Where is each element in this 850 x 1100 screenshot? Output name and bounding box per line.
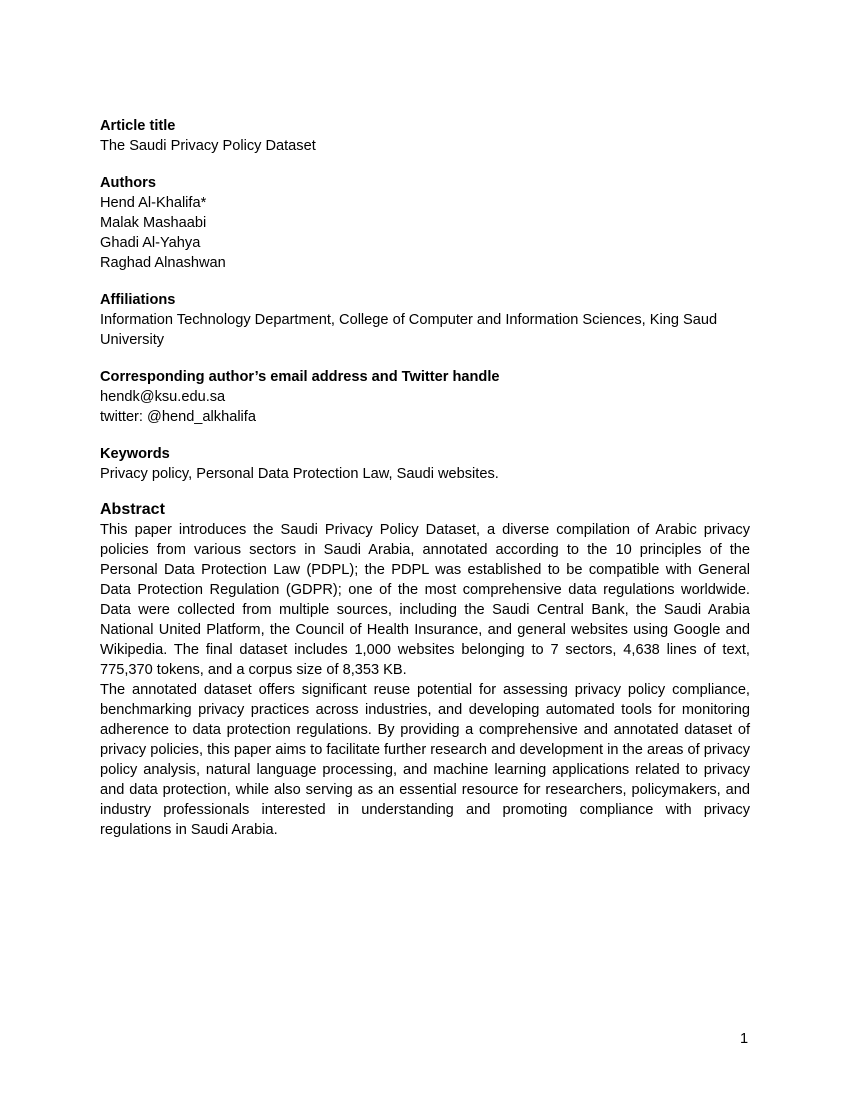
keywords-section [100,444,750,484]
abstract-paragraph: The annotated dataset offers significant reuse potential for assessing privacy policy compliance, benchmarking privacy practices across industries, and developing automated tools for monitoring adherence to data protection regulations. By providing a comprehensive and annotated dataset of privacy policies, this paper aims to facilitate further research and development in the areas of privacy policy analysis, natural language processing, and machine learning applications related to privacy and data protection, while also serving as an essential resource for researchers, policymakers, and industry professionals interested in understanding and promoting compliance with privacy regulations in Saudi Arabia. [100,682,750,838]
abstract-section [100,500,750,840]
affiliations-label: Affiliations [100,292,176,308]
affiliations-section [100,290,750,350]
keywords-text: Privacy policy, Personal Data Protection Law, Saudi websites. [100,466,499,482]
author-name: Ghadi Al-Yahya [100,235,201,251]
article-title-section [100,116,750,156]
authors-label: Authors [100,175,156,191]
abstract-paragraph: This paper introduces the Saudi Privacy Policy Dataset, a diverse compilation of Arabic privacy policies from various sectors in Saudi Arabia, annotated according to the 10 principles of the Personal Data Protection Law (PDPL); the PDPL was established to be compatible with General Data Protection Regulation (GDPR); one of the most comprehensive data regulations worldwide. Data were collected from multiple sources, including the Saudi Central Bank, the Saudi Arabia National United Platform, the Council of Health Insurance, and general websites using Google and Wikipedia. The final dataset includes 1,000 websites belonging to 7 sectors, 4,638 lines of text, 775,370 tokens, and a corpus size of 8,353 KB. [100,522,750,678]
author-name: Hend Al-Khalifa* [100,195,207,211]
author-name: Raghad Alnashwan [100,255,226,271]
page-number: 1 [740,1031,749,1047]
corresponding-email: hendk@ksu.edu.sa [100,389,226,405]
corresponding-twitter: twitter: @hend_alkhalifa [100,409,256,425]
authors-section [100,173,750,273]
article-title-label: Article title [100,118,176,134]
keywords-label: Keywords [100,446,170,462]
corresponding-label: Corresponding author’s email address and Twitter handle [100,369,500,385]
affiliations-text: Information Technology Department, College of Computer and Information Sciences, King Saud University [100,312,718,348]
article-title: The Saudi Privacy Policy Dataset [100,138,316,154]
corresponding-section [100,367,750,427]
paper-page [100,116,750,840]
abstract-label: Abstract [100,501,165,518]
author-name: Malak Mashaabi [100,215,207,231]
